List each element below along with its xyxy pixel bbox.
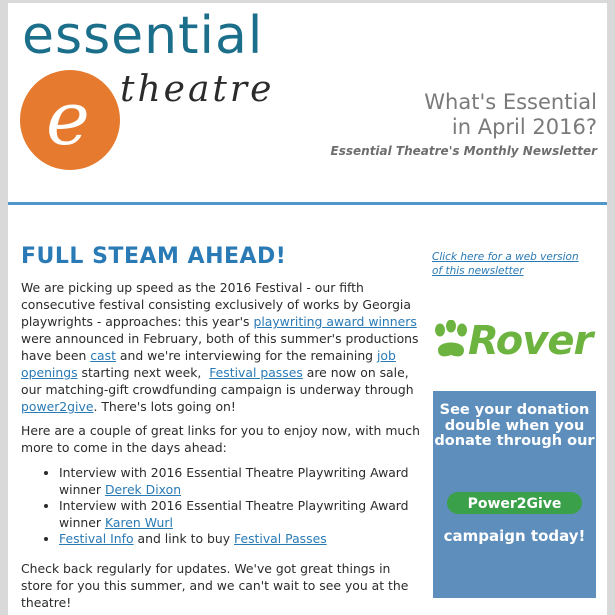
- intro-text: . There's lots going on!: [93, 399, 236, 414]
- intro-text: are now on sale, our matching-gift crowdfunding campaign is underway through: [21, 365, 414, 397]
- list-item-text: Interview with 2016 Essential Theatre Playwriting Award winner: [59, 465, 409, 497]
- intro-paragraph: [21, 279, 421, 415]
- newsletter-subtitle: Essential Theatre's Monthly Newsletter: [330, 144, 597, 158]
- power2give-wordmark: Power2Give: [467, 496, 562, 512]
- title-line-2: in April 2016?: [451, 115, 597, 139]
- closing-paragraph: Check back regularly for updates. We've got great things in store for you this summer, and we can't wait to see you at the theatre!: [21, 561, 409, 610]
- karen-wurl-link[interactable]: Karen Wurl: [104, 514, 173, 530]
- logo-word: essential: [22, 6, 264, 66]
- intro-text: were announced in February, both of this summer's productions have been: [21, 331, 419, 363]
- web-version-link[interactable]: Click here for a web version of this newsletter: [432, 251, 579, 277]
- power2give-link[interactable]: power2give: [21, 399, 94, 414]
- rover-wordmark: Rover: [468, 318, 593, 364]
- festival-passes-buy-link[interactable]: Festival Passes: [234, 531, 327, 546]
- logo-subword: theatre: [120, 69, 275, 110]
- playwriting-winners-link[interactable]: playwriting award winners: [253, 314, 417, 329]
- derek-dixon-link[interactable]: Derek Dixon: [104, 481, 182, 497]
- list-item: [59, 498, 439, 531]
- paw-print-icon: [432, 320, 470, 360]
- left-margin-bar: [0, 0, 8, 615]
- festival-info-link[interactable]: Festival Info: [59, 531, 134, 546]
- cast-link[interactable]: cast: [90, 348, 116, 363]
- list-item: [59, 465, 439, 498]
- article-headline: FULL STEAM AHEAD!: [21, 244, 287, 269]
- logo-monogram: e: [46, 76, 90, 162]
- window-top-border: [0, 0, 615, 3]
- title-line-1: What's Essential: [424, 90, 597, 114]
- newsletter-title: [317, 90, 597, 140]
- links-list: [21, 465, 439, 548]
- donation-text-top: See your donation double when you donate through our: [434, 402, 595, 449]
- list-item-text: and link to buy: [133, 531, 235, 546]
- intro-text: We are picking up speed as the 2016 Festival - our fifth consecutive festival consisting exclusively of works by Georgia playwrights - approaches: this year's: [21, 280, 411, 329]
- links-intro-paragraph: Here are a couple of great links for you to enjoy now, with much more to come in the days ahead:: [21, 423, 420, 455]
- job-openings-link[interactable]: job openings: [21, 348, 396, 380]
- header-divider: [8, 202, 607, 205]
- right-margin-bar: [607, 0, 615, 615]
- festival-passes-link[interactable]: Festival passes: [209, 365, 303, 380]
- donation-text-bottom: campaign today!: [443, 527, 586, 545]
- rover-sponsor-logo[interactable]: [432, 318, 598, 366]
- donation-banner[interactable]: [433, 391, 596, 598]
- list-item-text: Interview with 2016 Essential Theatre Playwriting Award winner: [59, 498, 409, 530]
- intro-text: starting next week,: [77, 365, 210, 380]
- intro-text: and we're interviewing for the remaining: [115, 348, 377, 363]
- power2give-logo: [447, 491, 582, 515]
- list-item: [59, 531, 439, 548]
